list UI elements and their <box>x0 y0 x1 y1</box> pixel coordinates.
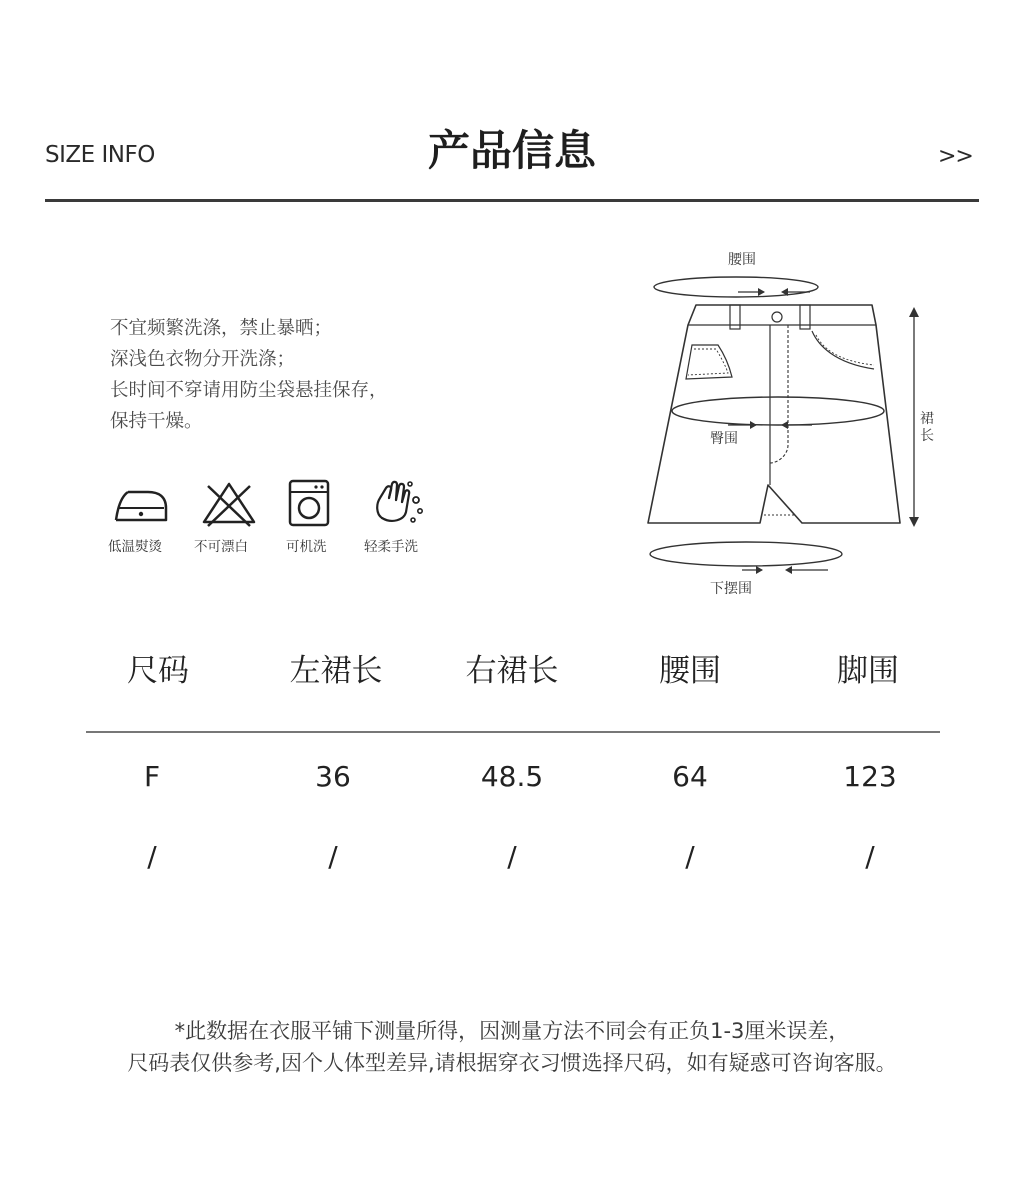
hem-ellipse <box>650 542 842 566</box>
iron-low-temp-icon <box>110 478 172 528</box>
hand-wash-icon <box>368 478 430 528</box>
table-cell: / <box>328 840 338 873</box>
table-cell: 48.5 <box>480 760 544 793</box>
length-label-2: 长 <box>920 428 934 444</box>
measurement-footnote <box>0 1015 1024 1079</box>
care-instructions <box>110 313 388 437</box>
table-divider <box>86 731 940 733</box>
table-header-size: 尺码 <box>127 653 189 689</box>
no-bleach-icon <box>198 478 260 528</box>
footnote-line: *此数据在衣服平铺下测量所得，因测量方法不同会有正负1-3厘米误差， <box>174 1019 850 1043</box>
size-info-label: SIZE INFO <box>45 142 155 168</box>
hem-label: 下摆围 <box>710 581 752 597</box>
hand-wash-label: 轻柔手洗 <box>364 539 418 555</box>
hip-ellipse <box>672 397 884 425</box>
header-divider <box>45 199 979 202</box>
waist-ellipse <box>654 277 818 297</box>
table-cell: / <box>507 840 517 873</box>
care-line: 长时间不穿请用防尘袋悬挂保存， <box>110 380 388 401</box>
no-bleach-label: 不可漂白 <box>194 539 248 555</box>
table-header-right-length: 右裙长 <box>465 653 559 689</box>
length-label-1: 裙 <box>920 411 934 427</box>
hip-label: 臀围 <box>710 431 738 447</box>
machine-wash-label: 可机洗 <box>286 539 327 555</box>
table-cell: 36 <box>315 760 351 793</box>
page-title: 产品信息 <box>427 126 596 175</box>
care-line: 不宜频繁洗涤，禁止暴晒； <box>110 318 333 339</box>
skirt-measurement-diagram <box>638 245 958 605</box>
care-line: 保持干燥。 <box>110 411 203 432</box>
table-cell: / <box>865 840 875 873</box>
table-header-waist: 腰围 <box>659 653 721 689</box>
waist-label: 腰围 <box>728 252 756 268</box>
iron-low-temp-label: 低温熨烫 <box>108 539 162 555</box>
table-header-hem: 脚围 <box>837 653 899 689</box>
care-line: 深浅色衣物分开洗涤； <box>110 349 296 370</box>
table-cell: F <box>143 760 161 793</box>
table-cell: / <box>685 840 695 873</box>
table-header-left-length: 左裙长 <box>289 653 383 689</box>
footnote-line: 尺码表仅供参考,因个人体型差异,请根据穿衣习惯选择尺码，如有疑惑可咨询客服。 <box>127 1051 897 1075</box>
table-cell: 123 <box>843 760 897 793</box>
table-cell: 64 <box>672 760 708 793</box>
machine-wash-icon <box>278 478 340 528</box>
next-arrows: >> <box>938 144 973 169</box>
table-cell: / <box>147 840 157 873</box>
